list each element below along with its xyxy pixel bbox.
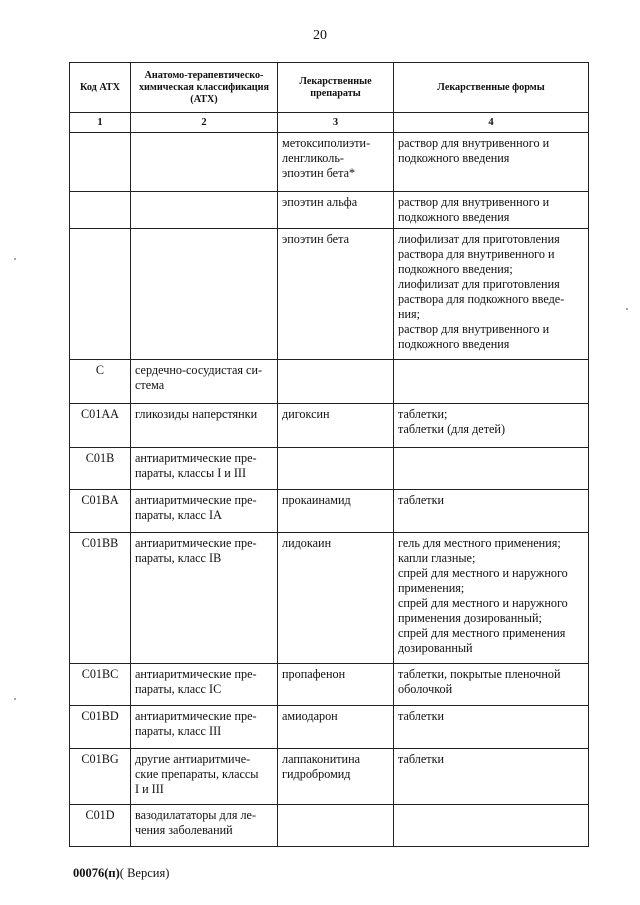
table-row <box>70 360 589 404</box>
table-row <box>70 533 589 664</box>
atc-code: C01BG <box>70 749 131 805</box>
atc-code: C <box>70 360 131 404</box>
drug-name <box>278 805 394 847</box>
drug-name: лидокаин <box>278 533 394 664</box>
drug-name: эпоэтин альфа <box>278 192 394 229</box>
table-row <box>70 229 589 360</box>
column-number: 1 <box>70 113 131 133</box>
dosage-forms: раствор для внутривенного и подкожного введения <box>394 192 589 229</box>
drug-name: прокаинамид <box>278 490 394 533</box>
atc-class: антиаритмические пре- параты, класс IC <box>131 664 278 706</box>
table-row <box>70 664 589 706</box>
header-code: Код АТХ <box>70 63 131 113</box>
atc-class: антиаритмические пре- параты, класс IB <box>131 533 278 664</box>
drug-name: дигоксин <box>278 404 394 448</box>
column-number-row <box>70 113 589 133</box>
scan-speck <box>14 258 16 260</box>
dosage-forms: таблетки <box>394 749 589 805</box>
atc-code <box>70 133 131 192</box>
table-row <box>70 706 589 749</box>
dosage-forms <box>394 805 589 847</box>
table-row <box>70 133 589 192</box>
drug-name <box>278 360 394 404</box>
dosage-forms <box>394 448 589 490</box>
atc-code <box>70 192 131 229</box>
column-number: 3 <box>278 113 394 133</box>
dosage-forms: таблетки <box>394 706 589 749</box>
scan-speck <box>626 308 628 310</box>
atc-class: сердечно-сосудистая си- стема <box>131 360 278 404</box>
atc-class: антиаритмические пре- параты, класс IA <box>131 490 278 533</box>
table-row <box>70 490 589 533</box>
atc-class <box>131 133 278 192</box>
atc-class <box>131 229 278 360</box>
atc-class: другие антиаритмиче- ские препараты, классы I и III <box>131 749 278 805</box>
atc-code: C01BC <box>70 664 131 706</box>
drug-name: амиодарон <box>278 706 394 749</box>
scan-speck <box>14 698 16 700</box>
dosage-forms: раствор для внутривенного и подкожного введения <box>394 133 589 192</box>
version-label: ( Версия) <box>119 866 170 880</box>
drug-name: метоксиполиэти- ленгликоль- эпоэтин бета* <box>278 133 394 192</box>
dosage-forms: гель для местного применения; капли глазные; спрей для местного и наружного применения; спрей для местного и наружного применения дозированный; спрей для местного применения дозированный <box>394 533 589 664</box>
column-number: 4 <box>394 113 589 133</box>
atc-code <box>70 229 131 360</box>
document-footer <box>73 866 169 881</box>
table-row <box>70 192 589 229</box>
table-row <box>70 448 589 490</box>
atc-class: гликозиды наперстянки <box>131 404 278 448</box>
dosage-forms: таблетки, покрытые пленочной оболочкой <box>394 664 589 706</box>
atc-class <box>131 192 278 229</box>
dosage-forms <box>394 360 589 404</box>
atc-code: C01BD <box>70 706 131 749</box>
dosage-forms: лиофилизат для приготовления раствора для внутривенного и подкожного введения; лиофилизат для приготовления раствора для подкожного введе- ния; раствор для внутривенного и подкожного введения <box>394 229 589 360</box>
header-classification: Анатомо-терапевтическо-химическая классификация (АТХ) <box>131 63 278 113</box>
atc-class: антиаритмические пре- параты, классы I и III <box>131 448 278 490</box>
table-row <box>70 749 589 805</box>
drug-name <box>278 448 394 490</box>
atc-class: антиаритмические пре- параты, класс III <box>131 706 278 749</box>
header-drugs: Лекарственные препараты <box>278 63 394 113</box>
atc-code: C01AA <box>70 404 131 448</box>
dosage-forms: таблетки <box>394 490 589 533</box>
column-number: 2 <box>131 113 278 133</box>
drug-name: эпоэтин бета <box>278 229 394 360</box>
drug-name: пропафенон <box>278 664 394 706</box>
drug-table <box>69 62 589 847</box>
atc-code: C01BA <box>70 490 131 533</box>
table-header-row <box>70 63 589 113</box>
atc-code: C01D <box>70 805 131 847</box>
table-row <box>70 404 589 448</box>
page-number: 20 <box>313 28 327 43</box>
atc-code: C01B <box>70 448 131 490</box>
document-id: 00076(п) <box>73 866 120 880</box>
atc-code: C01BB <box>70 533 131 664</box>
drug-name: лаппаконитина гидробромид <box>278 749 394 805</box>
atc-class: вазодилататоры для ле- чения заболеваний <box>131 805 278 847</box>
dosage-forms: таблетки; таблетки (для детей) <box>394 404 589 448</box>
table-row <box>70 805 589 847</box>
header-forms: Лекарственные формы <box>394 63 589 113</box>
